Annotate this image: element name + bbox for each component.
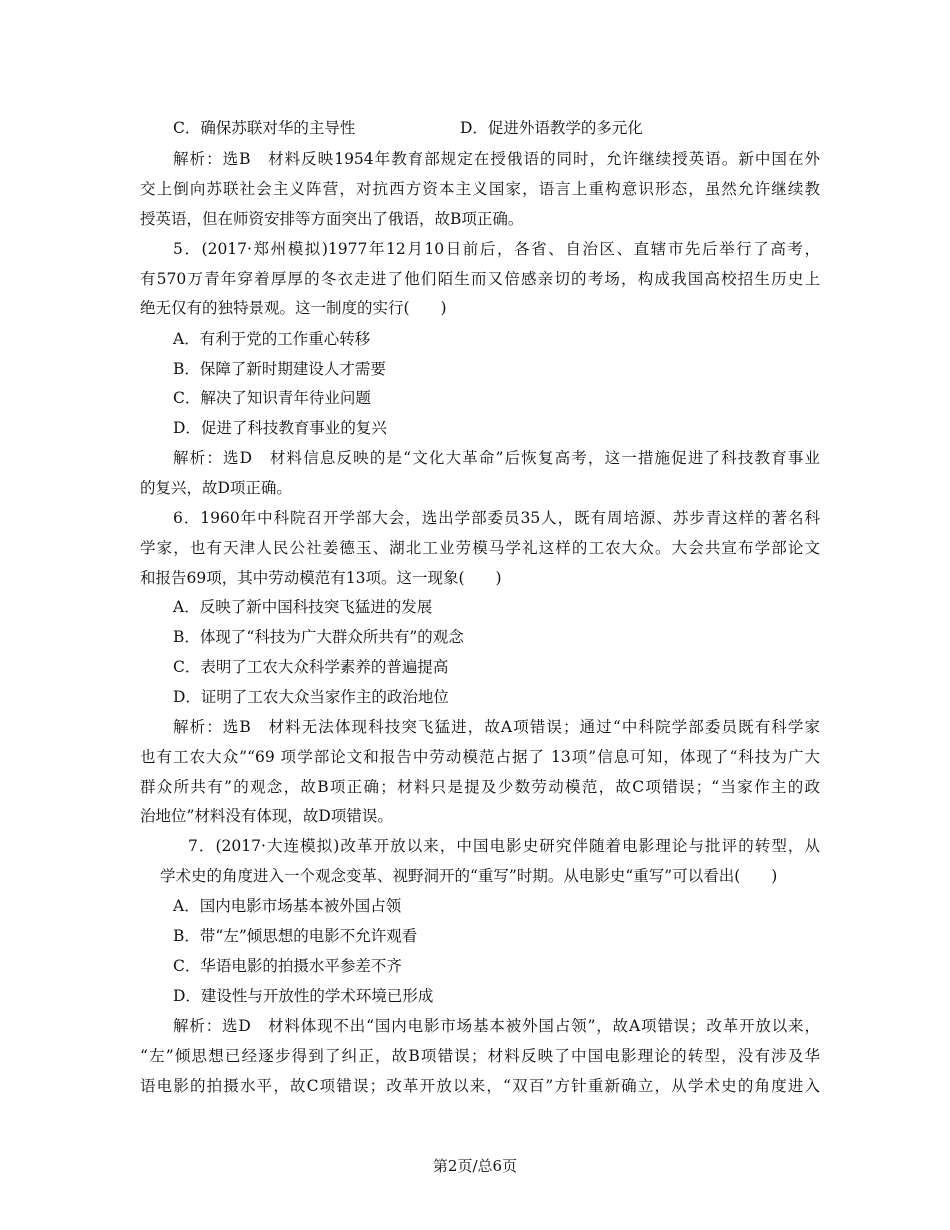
q6-stem-line-1: 6．1960年中科院召开学部大会，选出学部委员35人，既有周培源、苏步青这样的著名科 bbox=[173, 509, 820, 527]
q6-option-b: B．体现了“科技为广大群众所共有”的观念 bbox=[173, 628, 464, 646]
page-number-footer: 第2页/总6页 bbox=[432, 1157, 518, 1175]
q5-stem-line-3: 绝无仅有的独特景观。这一制度的实行( ) bbox=[140, 299, 447, 317]
q5-option-b: B．保障了新时期建设人才需要 bbox=[173, 360, 386, 378]
q7-option-c: C．华语电影的拍摄水平参差不齐 bbox=[173, 957, 402, 975]
q5-analysis-line-1: 解析：选D 材料信息反映的是“文化大革命”后恢复高考，这一措施促进了科技教育事业 bbox=[173, 449, 820, 467]
q6-analysis-line-2: 也有工农大众”“69 项学部论文和报告中劳动模范占据了 13项”信息可知，体现了“科技为广大 bbox=[140, 748, 820, 766]
q4-analysis-line-3: 授英语，但在师资安排等方面突出了俄语，故B项正确。 bbox=[140, 210, 524, 228]
q6-stem-line-3: 和报告69项，其中劳动模范有13项。这一现象( ) bbox=[140, 569, 502, 587]
q6-analysis-line-3: 群众所共有”的观念，故B项正确；材料只是提及少数劳动模范，故C项错误；“当家作主的政 bbox=[140, 778, 820, 796]
q5-option-a: A．有利于党的工作重心转移 bbox=[173, 330, 371, 348]
q7-analysis-line-2: “左”倾思想已经逐步得到了纠正，故B项错误；材料反映了中国电影理论的转型，没有涉及华 bbox=[140, 1047, 820, 1065]
q6-option-d: D．证明了工农大众当家作主的政治地位 bbox=[173, 688, 449, 706]
q5-stem-line-2: 有570万青年穿着厚厚的冬衣走进了他们陌生而又倍感亲切的考场，构成我国高校招生历史上 bbox=[140, 270, 820, 288]
q4-option-row bbox=[173, 118, 823, 138]
q7-analysis-line-3: 语电影的拍摄水平，故C项错误；改革开放以来，“双百”方针重新确立，从学术史的角度进入 bbox=[140, 1077, 820, 1095]
q7-analysis-line-1: 解析：选D 材料体现不出“国内电影市场基本被外国占领”，故A项错误；改革开放以来， bbox=[173, 1017, 820, 1035]
q4-analysis-line-1: 解析：选B 材料反映1954年教育部规定在授俄语的同时，允许继续授英语。新中国在外 bbox=[173, 150, 820, 168]
q7-option-a: A．国内电影市场基本被外国占领 bbox=[173, 897, 402, 915]
q6-option-a: A．反映了新中国科技突飞猛进的发展 bbox=[173, 598, 433, 616]
q7-stem-line-2: 学术史的角度进入一个观念变革、视野洞开的“重写”时期。从电影史“重写”可以看出( ) bbox=[160, 867, 778, 885]
q5-stem-line-1: 5．(2017·郑州模拟)1977年12月10日前后，各省、自治区、直辖市先后举行了高考， bbox=[173, 240, 820, 258]
q5-option-c: C．解决了知识青年待业问题 bbox=[173, 389, 371, 407]
q5-analysis-line-2: 的复兴，故D项正确。 bbox=[140, 479, 292, 497]
q4-option-c: C．确保苏联对华的主导性 bbox=[173, 119, 356, 137]
q7-option-b: B．带“左”倾思想的电影不允许观看 bbox=[173, 927, 418, 945]
q6-option-c: C．表明了工农大众科学素养的普遍提高 bbox=[173, 658, 449, 676]
q6-analysis-line-1: 解析：选B 材料无法体现科技突飞猛进，故A项错误；通过“中科院学部委员既有科学家 bbox=[173, 718, 820, 736]
q4-analysis-line-2: 交上倒向苏联社会主义阵营，对抗西方资本主义国家，语言上重构意识形态，虽然允许继续教 bbox=[140, 180, 820, 198]
q6-stem-line-2: 学家，也有天津人民公社姜德玉、湖北工业劳模马学礼这样的工农大众。大会共宣布学部论文 bbox=[140, 539, 820, 557]
q6-analysis-line-4: 治地位”材料没有体现，故D项错误。 bbox=[140, 807, 393, 825]
q5-option-d: D．促进了科技教育事业的复兴 bbox=[173, 419, 387, 437]
q7-stem-line-1: 7．(2017·大连模拟)改革开放以来，中国电影史研究伴随着电影理论与批评的转型，从 bbox=[188, 837, 820, 855]
q7-option-d: D．建设性与开放性的学术环境已形成 bbox=[173, 987, 434, 1005]
q4-option-d: D．促进外语教学的多元化 bbox=[460, 119, 643, 137]
